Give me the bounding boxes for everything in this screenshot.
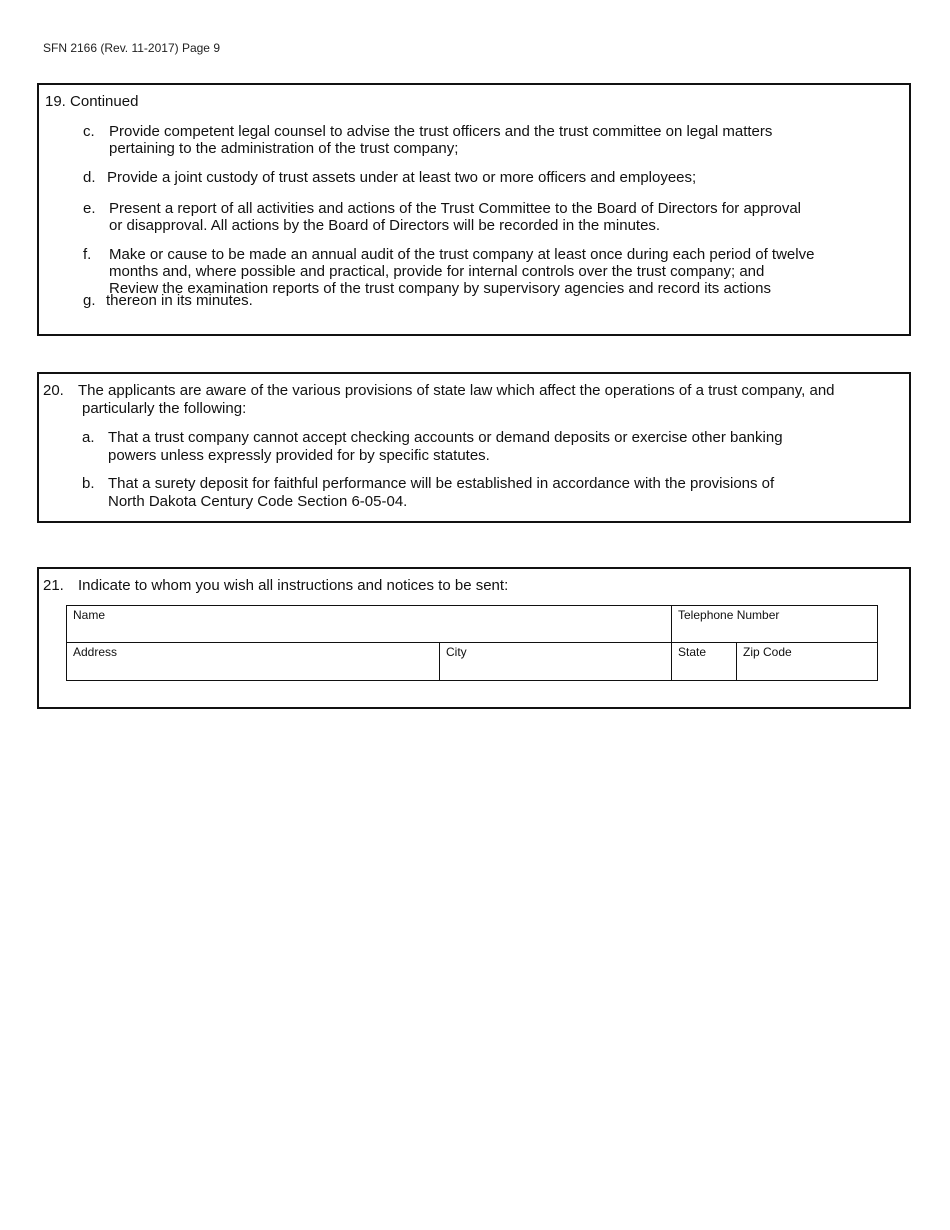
item-g-line-1: thereon in its minutes. bbox=[106, 292, 253, 309]
item-letter-b: b. bbox=[82, 475, 95, 492]
section-20-number: 20. bbox=[43, 382, 64, 399]
item-f-line-3: Review the examination reports of the trust company by supervisory agencies and record its actions bbox=[109, 280, 771, 297]
section-20-heading-line-1: The applicants are aware of the various provisions of state law which affect the operations of a trust company, and bbox=[78, 382, 835, 399]
item-b-line-2: North Dakota Century Code Section 6-05-04. bbox=[108, 493, 408, 510]
telephone-field[interactable] bbox=[671, 605, 878, 643]
item-f-line-2: months and, where possible and practical, provide for internal controls over the trust company; and bbox=[109, 263, 765, 280]
state-field[interactable] bbox=[671, 642, 737, 681]
item-letter-f: f. bbox=[83, 246, 92, 263]
address-field-label: Address bbox=[73, 645, 118, 659]
item-f-line-1: Make or cause to be made an annual audit of the trust company at least once during each period of twelve bbox=[109, 246, 815, 263]
item-e-line-1: Present a report of all activities and actions of the Trust Committee to the Board of Directors for approval bbox=[109, 200, 801, 217]
item-a-line-1: That a trust company cannot accept checking accounts or demand deposits or exercise other banking bbox=[108, 429, 783, 446]
item-b-line-1: That a surety deposit for faithful performance will be established in accordance with the provisions of bbox=[108, 475, 775, 492]
telephone-field-label: Telephone Number bbox=[678, 608, 780, 622]
item-e-line-2: or disapproval. All actions by the Board of Directors will be recorded in the minutes. bbox=[109, 217, 661, 234]
item-letter-a: a. bbox=[82, 429, 95, 446]
section-21-box bbox=[37, 567, 911, 709]
form-identifier: SFN 2166 (Rev. 11-2017) Page 9 bbox=[43, 41, 220, 55]
state-field-label: State bbox=[678, 645, 707, 659]
address-field[interactable] bbox=[66, 642, 440, 681]
city-field[interactable] bbox=[439, 642, 672, 681]
item-letter-g: g. bbox=[83, 292, 96, 309]
item-letter-d: d. bbox=[83, 169, 96, 186]
zip-code-field-label: Zip Code bbox=[743, 645, 792, 659]
item-letter-e: e. bbox=[83, 200, 96, 217]
zip-code-field[interactable] bbox=[736, 642, 878, 681]
section-19-box bbox=[37, 83, 911, 336]
section-20-heading-line-2: particularly the following: bbox=[82, 400, 247, 417]
contact-fields-table bbox=[66, 605, 878, 682]
item-letter-c: c. bbox=[83, 123, 95, 140]
section-19-heading: 19. Continued bbox=[45, 93, 139, 110]
section-21-number: 21. bbox=[43, 577, 64, 594]
name-field-label: Name bbox=[73, 608, 106, 622]
item-c-line-1: Provide competent legal counsel to advise the trust officers and the trust committee on legal matters bbox=[109, 123, 773, 140]
item-a-line-2: powers unless expressly provided for by specific statutes. bbox=[108, 447, 490, 464]
name-field[interactable] bbox=[66, 605, 672, 643]
item-d-line-1: Provide a joint custody of trust assets under at least two or more officers and employees; bbox=[107, 169, 697, 186]
section-21-heading: Indicate to whom you wish all instructions and notices to be sent: bbox=[78, 577, 509, 594]
city-field-label: City bbox=[446, 645, 467, 659]
item-c-line-2: pertaining to the administration of the trust company; bbox=[109, 140, 459, 157]
section-20-box bbox=[37, 372, 911, 523]
